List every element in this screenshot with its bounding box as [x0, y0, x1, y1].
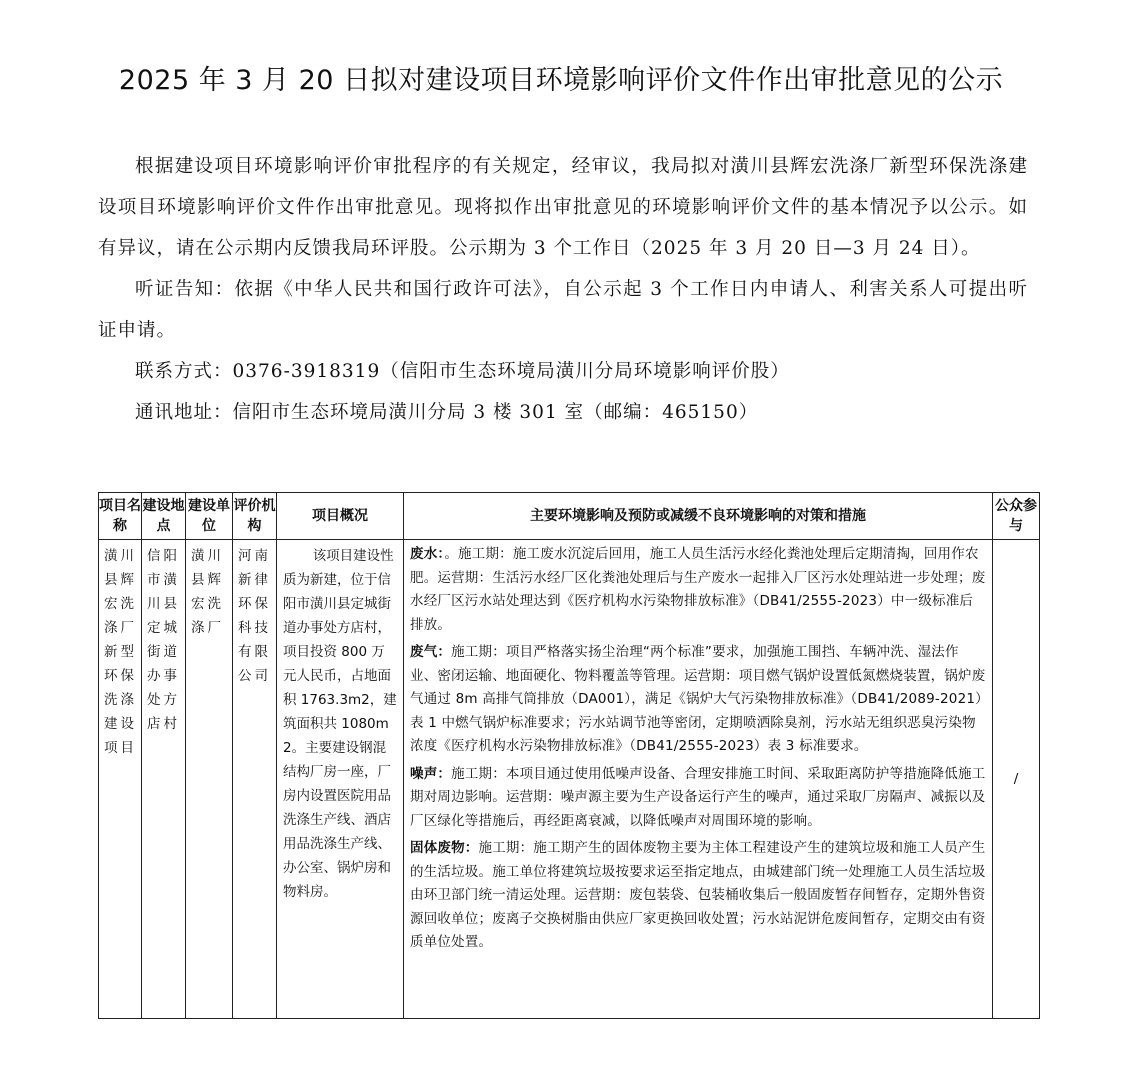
measure-label: 废气： — [410, 644, 452, 660]
hearing-paragraph: 听证告知：依据《中华人民共和国行政许可法》，自公示起 3 个工作日内申请人、利害关系人可提出听证申请。 — [98, 279, 1028, 341]
cell-project-name: 潢川县辉宏洗涤厂新型环保洗涤建设项目 — [99, 540, 142, 1019]
measure-text: 施工期：本项目通过使用低噪声设备、合理安排施工时间、采取距离防护等措施降低施工期对周边影响。运营期：噪声源主要为生产设备运行产生的噪声，通过采取厂房隔声、减振以及厂区绿化等措施后，再经距离衰减，以降低噪声对周围环境的影响。 — [410, 765, 986, 829]
header-measures: 主要环境影响及预防或减缓不良环境影响的对策和措施 — [404, 493, 993, 540]
measure-text: 施工期：施工期产生的固体废物主要为主体工程建设产生的建筑垃圾和施工人员产生的生活垃圾。施工单位将建筑垃圾按要求运至指定地点，由城建部门统一处理施工人员生活垃圾由环卫部门统一清运处理。运营期：废包装袋、包装桶收集后一般固废暂存间暂存，定期外售资源回收单位；废离子交换树脂由供应厂家更换回收处置；污水站泥饼危废间暂存，定期交由有资质单位处置。 — [410, 840, 986, 950]
measure-label: 固体废物： — [410, 840, 479, 856]
measure-wastewater — [410, 543, 986, 637]
table-row — [99, 540, 1040, 1019]
header-project-name: 项目名称 — [99, 493, 142, 540]
table-header-row — [99, 493, 1040, 540]
cell-location: 信阳市潢川县定城街道办事处方店村 — [142, 540, 186, 1019]
contact-line: 联系方式：0376-3918319（信阳市生态环境局潢川分局环境影响评价股） — [135, 361, 790, 382]
project-table — [98, 492, 1040, 1019]
header-agency: 评价机构 — [233, 493, 277, 540]
measure-exhaust-gas — [410, 641, 986, 759]
header-public: 公众参与 — [993, 493, 1040, 540]
header-location: 建设地点 — [142, 493, 186, 540]
cell-measures — [404, 540, 993, 1019]
intro-paragraph: 根据建设项目环境影响评价审批程序的有关规定，经审议，我局拟对潢川县辉宏洗涤厂新型环保洗涤建设项目环境影响评价文件作出审批意见。现将拟作出审批意见的环境影响评价文件的基本情况予以公示。如有异议，请在公示期内反馈我局环评股。公示期为 3 个工作日（2025 年 3 月 20 日—3 月 24 日）。 — [98, 156, 1028, 259]
measure-label: 噪声： — [410, 765, 452, 782]
cell-agency: 河南新律环保科技有限公司 — [233, 540, 277, 1019]
notice-body — [98, 146, 1028, 433]
address-line: 通讯地址：信阳市生态环境局潢川分局 3 楼 301 室（邮编：465150） — [135, 402, 759, 423]
header-overview: 项目概况 — [277, 493, 404, 540]
measure-text: 。施工期：施工废水沉淀后回用，施工人员生活污水经化粪池处理后定期清掏，回用作农肥。运营期：生活污水经厂区化粪池处理后与生产废水一起排入厂区污水处理站进一步处理；废水经厂区污水站处理达到《医疗机构水污染物排放标准》（DB41/2555-2023）中一级标准后排放。 — [410, 546, 986, 633]
page-title: 2025 年 3 月 20 日拟对建设项目环境影响评价文件作出审批意见的公示 — [118, 65, 1004, 96]
header-unit: 建设单位 — [186, 493, 233, 540]
measure-solid-waste — [410, 837, 986, 955]
measure-text: 施工期：项目严格落实扬尘治理“两个标准”要求，加强施工围挡、车辆冲洗、湿法作业、密闭运输、地面硬化、物料覆盖等管理。运营期：项目燃气锅炉设置低氮燃烧装置，锅炉废气通过 8m 高排气筒排放（DA001），满足《锅炉大气污染物排放标准》（DB41/2089-2021）表 1 中燃气锅炉标准要求；污水站调节池等密闭，定期喷洒除臭剂，污水站无组织恶臭污染物浓度《医疗机构水污染物排放标准》（DB41/2555-2023）表 3 标准要求。 — [410, 644, 986, 754]
cell-overview: 该项目建设性质为新建，位于信阳市潢川县定城街道办事处方店村，项目投资 800 万元人民币，占地面积 1763.3m2，建筑面积共 1080m2。主要建设钢混结构厂房一座，厂房内设置医院用品洗涤生产线、酒店用品洗涤生产线、办公室、锅炉房和物料房。 — [277, 540, 404, 1019]
cell-unit: 潢川县辉宏洗涤厂 — [186, 540, 233, 1019]
cell-public: / — [993, 540, 1040, 1019]
measure-label: 废水： — [410, 546, 445, 562]
measure-noise — [410, 763, 986, 834]
